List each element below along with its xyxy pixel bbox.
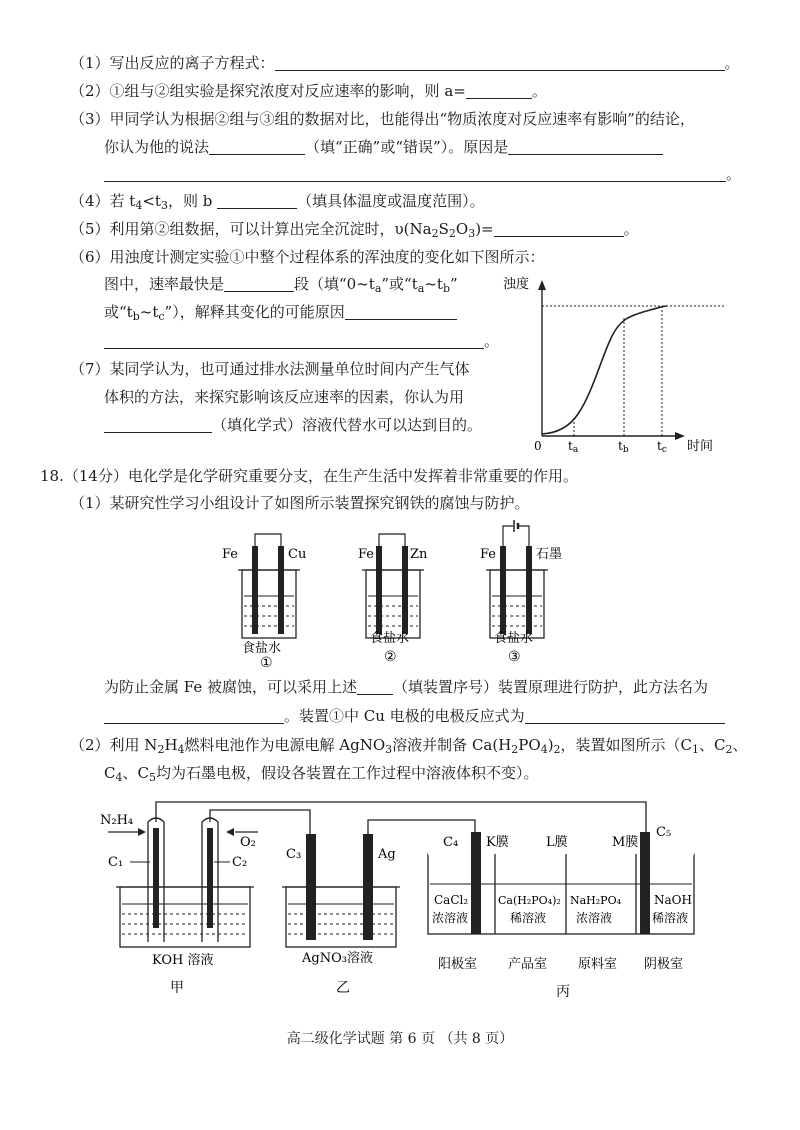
- b3-left-label: Fe: [480, 547, 497, 562]
- q17-part5: （5）利用第②组数据，可以计算出完全沉淀时，$\upsilon(Na_2S_2O_3)=$ 。: [70, 220, 639, 240]
- solution-2-conc: 稀溶液: [510, 911, 547, 925]
- room-cathode: 阴极室: [644, 957, 684, 972]
- q17-part2: （2）①组与②组实验是探究浓度对反应速率的影响，则 a= 。: [70, 82, 547, 100]
- bing-label: 丙: [556, 984, 570, 1000]
- q18-part1-c: 。装置①中 Cu 电极的电极反应式为: [104, 705, 755, 727]
- wire-ag-c4: [368, 820, 475, 837]
- solution-4-conc: 稀溶液: [652, 911, 689, 925]
- yi-label: 乙: [336, 980, 350, 996]
- answer-blank[interactable]: [104, 332, 484, 349]
- agno3-label: AgNO₃溶液: [302, 951, 373, 966]
- q17-part7-b: 体积的方法，来探究影响该反应速率的因素，你认为用: [104, 388, 465, 406]
- b3-solution: 食盐水: [494, 631, 534, 646]
- x-axis-label: 时间: [687, 439, 714, 454]
- answer-blank[interactable]: [224, 275, 294, 292]
- q17-part3-line: 。: [104, 163, 755, 185]
- q18-part1-b: 为防止金属 Fe 被腐蚀，可以采用上述 （填装置序号）装置原理进行防护，此方法名为: [104, 678, 709, 696]
- room-product: 产品室: [508, 957, 548, 972]
- b3-right-label: 石墨: [536, 547, 563, 562]
- n2h4-label: N₂H₄: [100, 813, 134, 828]
- solution-3-conc: 浓溶液: [576, 911, 613, 925]
- koh-label: KOH 溶液: [152, 953, 214, 968]
- k-membrane-label: K膜: [486, 835, 509, 850]
- answer-blank[interactable]: [217, 192, 297, 209]
- b1-solution: 食盐水: [242, 641, 282, 656]
- y-axis-arrow: [538, 280, 546, 290]
- l-membrane-label: L膜: [546, 835, 568, 850]
- answer-blank[interactable]: [345, 303, 457, 320]
- solution-1-name: CaCl₂: [434, 893, 469, 907]
- tick-tc: tc: [657, 439, 667, 455]
- beaker-2: [358, 534, 428, 665]
- solution-1-conc: 浓溶液: [432, 911, 469, 925]
- tick-ta: ta: [568, 439, 579, 455]
- tick-tb: tb: [618, 439, 629, 455]
- origin-label: 0: [534, 439, 542, 453]
- cell-bing: [428, 825, 694, 1000]
- b2-number: ②: [384, 649, 397, 665]
- q17-part6: （6）用浊度计测定实验①中整个过程体系的浑浊度的变化如下图所示：: [70, 248, 545, 266]
- c3-label: C₃: [286, 847, 302, 862]
- b2-solution: 食盐水: [370, 631, 410, 646]
- cell-yi: [282, 834, 400, 996]
- q18-part1: （1）某研究性学习小组设计了如图所示装置探究钢铁的腐蚀与防护。: [70, 494, 530, 512]
- beaker-3: [480, 520, 562, 665]
- wire-top: [156, 802, 646, 832]
- q17-part7: （7）某同学认为，也可通过排水法测量单位时间内产生气体: [70, 360, 470, 378]
- b3-number: ③: [508, 649, 521, 665]
- b1-left-label: Fe: [222, 547, 239, 562]
- answer-blank[interactable]: [466, 82, 532, 99]
- c1-label: C₁: [108, 855, 124, 870]
- q17-part6-b: 图中，速率最快是 段（填“$0\sim t_a$”或“$t_a\sim t_b$”: [104, 275, 458, 295]
- answer-blank[interactable]: [494, 220, 624, 237]
- turbidity-graph: [500, 268, 730, 458]
- solution-4-name: NaOH: [654, 893, 692, 907]
- q17-part6-d: 。: [104, 330, 755, 352]
- solution-3-name: NaH₂PO₄: [570, 894, 622, 907]
- m-membrane-label: M膜: [612, 835, 639, 850]
- b1-right-label: Cu: [288, 547, 307, 562]
- y-axis-label: 浊度: [503, 277, 530, 292]
- c2-label: C₂: [232, 855, 248, 870]
- answer-blank[interactable]: [508, 138, 663, 155]
- room-anode: 阳极室: [438, 957, 478, 972]
- answer-blank[interactable]: [104, 416, 212, 433]
- answer-blank[interactable]: [357, 678, 393, 695]
- q17-part1: （1）写出反应的离子方程式： 。: [70, 54, 740, 72]
- q17-part6-c: 或“$t_b\sim t_c$”），解释其变化的可能原因: [104, 301, 755, 328]
- c4-label: C₄: [443, 835, 459, 850]
- corrosion-apparatus: [220, 518, 580, 670]
- b2-left-label: Fe: [358, 547, 375, 562]
- answer-blank[interactable]: [525, 707, 725, 724]
- beaker-1: [222, 534, 306, 670]
- x-axis-arrow: [675, 432, 685, 440]
- q18-part2-b: $C_4$、$C_5$均为石墨电极，假设各装置在工作过程中溶液体积不变）。: [104, 764, 539, 784]
- fuel-cell-jia: [100, 813, 258, 996]
- solution-2-name: Ca(H₂PO₄)₂: [498, 894, 561, 907]
- room-feed: 原料室: [578, 957, 618, 972]
- q18-part2: （2）利用 $N_2H_4$燃料电池作为电源电解 AgNO$_3$溶液并制备 $Ca(H_2PO_4)_2$，装置如图所示（$C_1$、$C_2$、: [70, 736, 748, 756]
- wire-c2-c3: [210, 810, 310, 837]
- jia-label: 甲: [170, 980, 184, 996]
- c5-label: C₅: [656, 825, 672, 840]
- q18-heading: 18.（14分）电化学是化学研究重要分支，在生产生活中发挥着非常重要的作用。: [40, 467, 578, 485]
- o2-label: O₂: [240, 835, 256, 850]
- electrolysis-apparatus: [90, 792, 710, 1022]
- ag-label: Ag: [378, 847, 396, 862]
- q17-part3-cont: 你认为他的说法 （填“正确”或“错误”）。原因是: [104, 136, 755, 158]
- b1-number: ①: [260, 655, 273, 670]
- q17-part7-c: （填化学式）溶液代替水可以达到目的。: [104, 414, 755, 436]
- page-footer: 高二级化学试题 第 6 页 （共 8 页）: [286, 1031, 514, 1047]
- q17-part3: （3）甲同学认为根据②组与③组的数据对比，也能得出“物质浓度对反应速率有影响”的结论，: [70, 110, 695, 128]
- b2-right-label: Zn: [410, 547, 428, 562]
- answer-blank[interactable]: [104, 165, 726, 182]
- turbidity-curve: [542, 306, 667, 434]
- answer-blank[interactable]: [209, 138, 305, 155]
- answer-blank[interactable]: [104, 707, 284, 724]
- q17-part4: （4）若 $t_4<t_3$，则 b （填具体温度或温度范围）。: [70, 192, 485, 212]
- answer-blank[interactable]: [275, 54, 725, 71]
